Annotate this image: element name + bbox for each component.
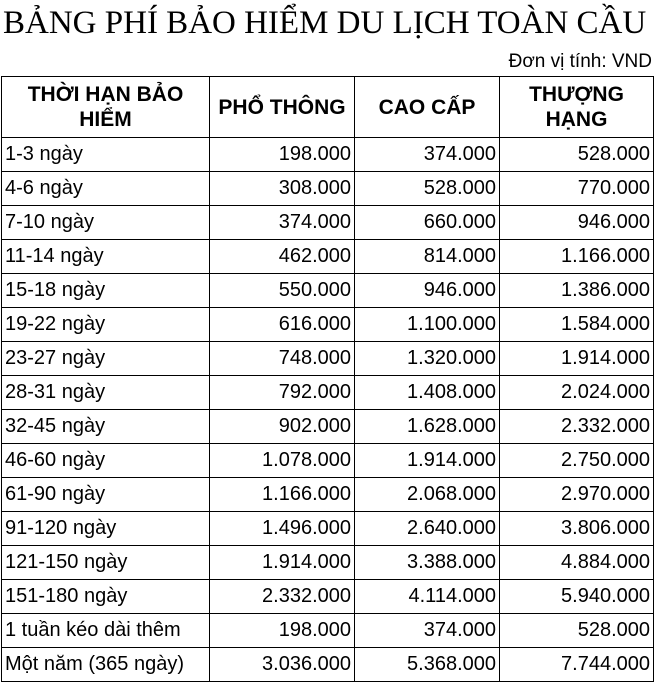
duration-cell: 61-90 ngày — [2, 478, 210, 512]
standard-price-cell: 1.496.000 — [210, 512, 355, 546]
table-row — [2, 546, 654, 580]
table-row — [2, 138, 654, 172]
duration-cell: 32-45 ngày — [2, 410, 210, 444]
elite-price-cell: 770.000 — [500, 172, 654, 206]
premium-price-cell: 374.000 — [355, 614, 500, 648]
table-row — [2, 444, 654, 478]
header-premium: CAO CẤP — [355, 77, 500, 138]
table-row — [2, 172, 654, 206]
premium-price-cell: 5.368.000 — [355, 648, 500, 682]
table-row — [2, 274, 654, 308]
duration-cell: 46-60 ngày — [2, 444, 210, 478]
duration-cell: Một năm (365 ngày) — [2, 648, 210, 682]
header-standard: PHỔ THÔNG — [210, 77, 355, 138]
standard-price-cell: 374.000 — [210, 206, 355, 240]
table-row — [2, 512, 654, 546]
table-row — [2, 376, 654, 410]
duration-cell: 1-3 ngày — [2, 138, 210, 172]
standard-price-cell: 198.000 — [210, 614, 355, 648]
standard-price-cell: 748.000 — [210, 342, 355, 376]
duration-cell: 19-22 ngày — [2, 308, 210, 342]
premium-price-cell: 1.628.000 — [355, 410, 500, 444]
premium-price-cell: 2.640.000 — [355, 512, 500, 546]
header-duration: THỜI HẠN BẢO HIỂM — [2, 77, 210, 138]
standard-price-cell: 1.166.000 — [210, 478, 355, 512]
elite-price-cell: 1.166.000 — [500, 240, 654, 274]
page-title: BẢNG PHÍ BẢO HIỂM DU LỊCH TOÀN CẦU — [3, 5, 647, 41]
premium-price-cell: 1.100.000 — [355, 308, 500, 342]
duration-cell: 15-18 ngày — [2, 274, 210, 308]
premium-price-cell: 4.114.000 — [355, 580, 500, 614]
elite-price-cell: 946.000 — [500, 206, 654, 240]
duration-cell: 121-150 ngày — [2, 546, 210, 580]
standard-price-cell: 198.000 — [210, 138, 355, 172]
standard-price-cell: 902.000 — [210, 410, 355, 444]
standard-price-cell: 792.000 — [210, 376, 355, 410]
elite-price-cell: 2.970.000 — [500, 478, 654, 512]
elite-price-cell: 1.386.000 — [500, 274, 654, 308]
premium-price-cell: 814.000 — [355, 240, 500, 274]
table-row — [2, 478, 654, 512]
premium-price-cell: 1.408.000 — [355, 376, 500, 410]
table-row — [2, 410, 654, 444]
currency-unit-label: Đơn vị tính: VND — [508, 51, 652, 72]
elite-price-cell: 528.000 — [500, 138, 654, 172]
header-row — [2, 77, 654, 138]
premium-price-cell: 1.914.000 — [355, 444, 500, 478]
elite-price-cell: 4.884.000 — [500, 546, 654, 580]
elite-price-cell: 7.744.000 — [500, 648, 654, 682]
table-row — [2, 648, 654, 682]
premium-price-cell: 2.068.000 — [355, 478, 500, 512]
standard-price-cell: 1.914.000 — [210, 546, 355, 580]
premium-price-cell: 1.320.000 — [355, 342, 500, 376]
elite-price-cell: 5.940.000 — [500, 580, 654, 614]
duration-cell: 91-120 ngày — [2, 512, 210, 546]
table-row — [2, 206, 654, 240]
table-row — [2, 308, 654, 342]
standard-price-cell: 3.036.000 — [210, 648, 355, 682]
duration-cell: 151-180 ngày — [2, 580, 210, 614]
table-row — [2, 614, 654, 648]
table-row — [2, 240, 654, 274]
premium-price-cell: 528.000 — [355, 172, 500, 206]
premium-price-cell: 946.000 — [355, 274, 500, 308]
duration-cell: 23-27 ngày — [2, 342, 210, 376]
table-row — [2, 342, 654, 376]
premium-price-cell: 3.388.000 — [355, 546, 500, 580]
duration-cell: 1 tuần kéo dài thêm — [2, 614, 210, 648]
elite-price-cell: 1.584.000 — [500, 308, 654, 342]
elite-price-cell: 528.000 — [500, 614, 654, 648]
standard-price-cell: 1.078.000 — [210, 444, 355, 478]
standard-price-cell: 462.000 — [210, 240, 355, 274]
standard-price-cell: 550.000 — [210, 274, 355, 308]
standard-price-cell: 2.332.000 — [210, 580, 355, 614]
elite-price-cell: 2.750.000 — [500, 444, 654, 478]
insurance-rate-table — [1, 76, 654, 682]
standard-price-cell: 308.000 — [210, 172, 355, 206]
elite-price-cell: 1.914.000 — [500, 342, 654, 376]
header-elite: THƯỢNG HẠNG — [500, 77, 654, 138]
duration-cell: 7-10 ngày — [2, 206, 210, 240]
table-body — [2, 138, 654, 682]
premium-price-cell: 374.000 — [355, 138, 500, 172]
elite-price-cell: 2.332.000 — [500, 410, 654, 444]
table-row — [2, 580, 654, 614]
duration-cell: 28-31 ngày — [2, 376, 210, 410]
duration-cell: 4-6 ngày — [2, 172, 210, 206]
elite-price-cell: 3.806.000 — [500, 512, 654, 546]
premium-price-cell: 660.000 — [355, 206, 500, 240]
elite-price-cell: 2.024.000 — [500, 376, 654, 410]
duration-cell: 11-14 ngày — [2, 240, 210, 274]
standard-price-cell: 616.000 — [210, 308, 355, 342]
